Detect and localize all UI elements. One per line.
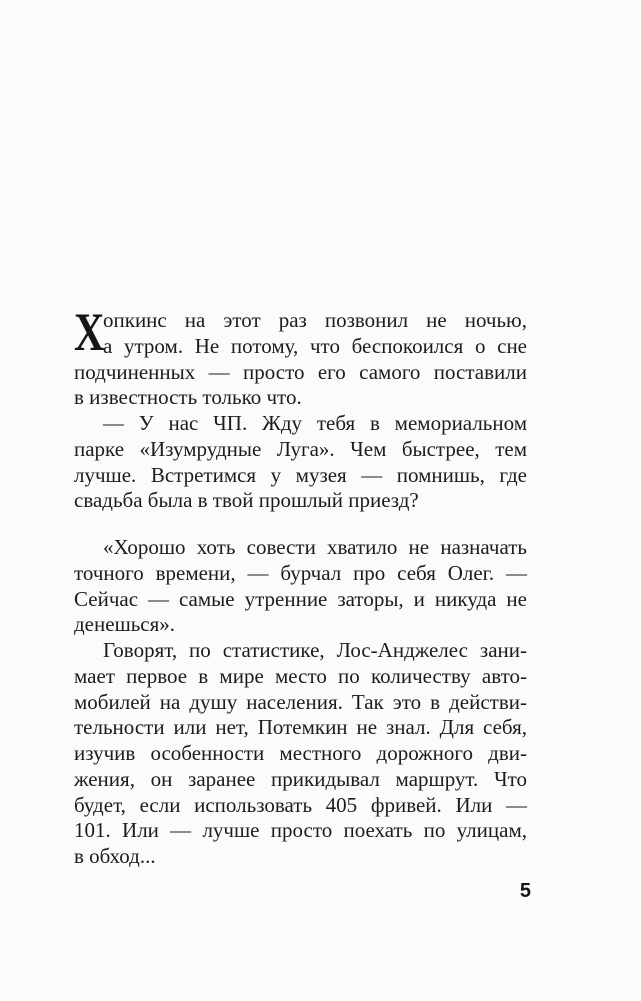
text-line: мает первое в мире место по количеству авто- — [74, 663, 527, 688]
text-line: в обход... — [74, 844, 156, 868]
paragraph-opening — [74, 302, 527, 411]
text-line: парке «Изумрудные Луга». Чем быстрее, тем — [74, 436, 527, 461]
text-line: в известность только что. — [74, 385, 302, 410]
text-line: 101. Или — лучше просто поехать по улицам, — [74, 818, 527, 843]
text-line: денешься». — [74, 612, 176, 637]
page-text — [74, 302, 527, 870]
paragraph-narration — [74, 638, 527, 870]
text-line: опкинс на этот раз позвонил не ночью, — [103, 308, 527, 332]
text-line: «Хорошо хоть совести хватило не назначать — [103, 535, 527, 559]
scene-break-gap — [74, 514, 527, 535]
text-line: лучше. Встретимся у музея — помнишь, где — [74, 462, 527, 487]
drop-cap-letter: Х — [74, 302, 105, 362]
text-line: тельности или нет, Потемкин не знал. Для себя, — [74, 715, 527, 740]
text-line: свадьба была в твой прошлый приезд? — [74, 488, 419, 513]
text-line: Говорят, по статистике, Лос-Анджелес зани- — [103, 638, 527, 662]
text-line: будет, если использовать 405 фривей. Или — — [74, 792, 527, 817]
text-line: изучив особенности местного дорожного дви- — [74, 741, 527, 765]
paragraph-dialogue — [74, 411, 527, 514]
text-line: жения, он заранее прикидывал маршрут. Что — [74, 766, 527, 791]
text-line: подчиненных — просто его самого поставили — [74, 359, 527, 384]
text-line: — У нас ЧП. Жду тебя в мемориальном — [103, 411, 527, 435]
text-line: точного времени, — бурчал про себя Олег. — — [74, 560, 527, 585]
text-line: а утром. Не потому, что беспокоился о сне — [103, 333, 527, 358]
text-line: Сейчас — самые утренние заторы, и никуда не — [74, 586, 527, 611]
page-number: 5 — [519, 880, 531, 902]
text-line: мобилей на душу населения. Так это в действи- — [74, 689, 527, 714]
paragraph-inner-monologue — [74, 535, 527, 638]
